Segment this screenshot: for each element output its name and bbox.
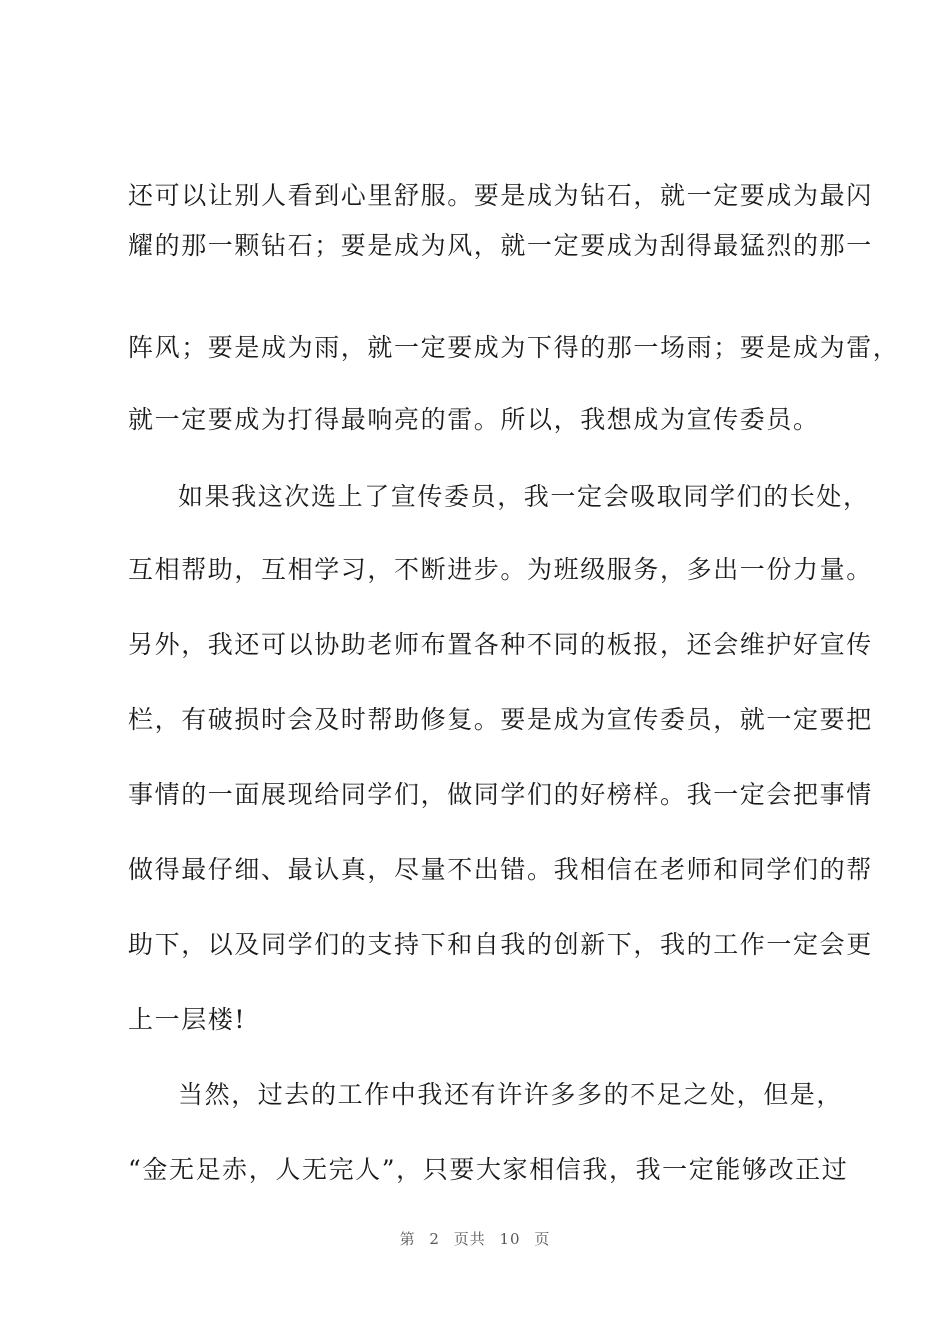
- text-line: 栏，有破损时会及时帮助修复。要是成为宣传委员，就一定要把: [128, 705, 873, 734]
- text-line: 助下，以及同学们的支持下和自我的创新下，我的工作一定会更: [128, 930, 873, 959]
- text-line: 就一定要成为打得最响亮的雷。所以，我想成为宣传委员。: [128, 405, 820, 434]
- text-line: 还可以让别人看到心里舒服。要是成为钻石，就一定要成为最闪: [128, 181, 873, 210]
- page-number-footer: 第 2 页共 10 页: [399, 1230, 551, 1248]
- paragraph-first-line: 如果我这次选上了宣传委员，我一定会吸取同学们的长处，: [178, 482, 870, 511]
- text-line: “金无足赤，人无完人”，只要大家相信我，我一定能够改正过: [128, 1155, 849, 1184]
- text-line: 做得最仔细、最认真，尽量不出错。我相信在老师和同学们的帮: [128, 855, 873, 884]
- text-line: 上一层楼!: [128, 1005, 247, 1034]
- text-line: 阵风；要是成为雨，就一定要成为下得的那一场雨；要是成为雷，: [128, 333, 900, 362]
- text-line: 另外，我还可以协助老师布置各种不同的板报，还会维护好宣传: [128, 630, 873, 659]
- text-line: 耀的那一颗钻石；要是成为风，就一定要成为刮得最猛烈的那一: [128, 231, 873, 260]
- text-line: 互相帮助，互相学习，不断进步。为班级服务，多出一份力量。: [128, 555, 873, 584]
- text-line: 事情的一面展现给同学们，做同学们的好榜样。我一定会把事情: [128, 780, 873, 809]
- paragraph-first-line: 当然，过去的工作中我还有许许多多的不足之处，但是，: [178, 1080, 844, 1109]
